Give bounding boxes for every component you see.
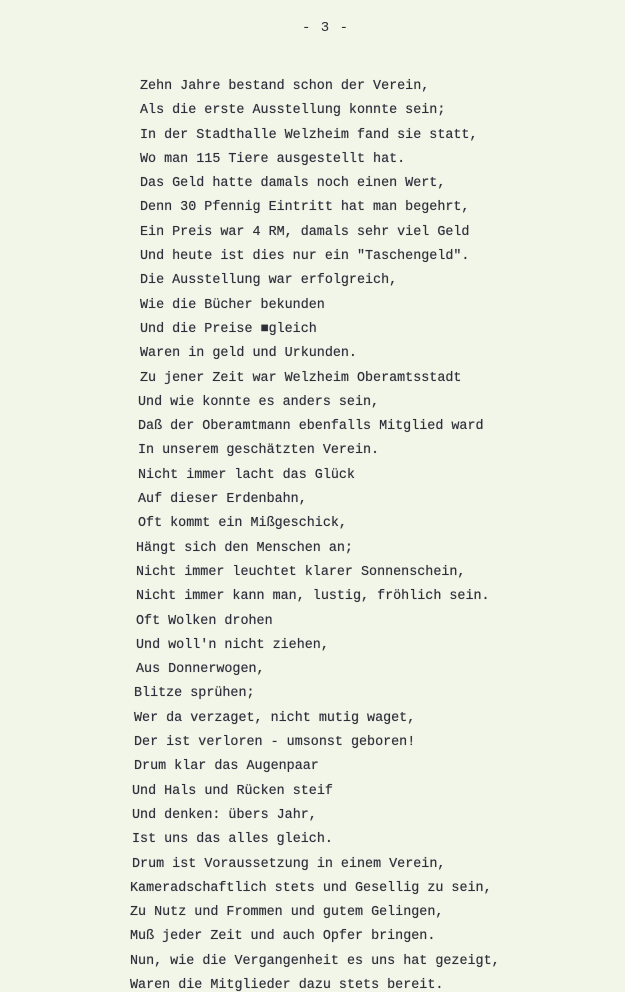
poem-line: Kameradschaftlich stets und Gesellig zu sein, — [130, 880, 492, 896]
poem-line: Muß jeder Zeit und auch Opfer bringen. — [130, 929, 436, 945]
poem-line: Und denken: übers Jahr, — [132, 807, 317, 823]
poem-line: Und wie konnte es anders sein, — [138, 394, 380, 410]
poem-line: Blitze sprühen; — [134, 686, 255, 702]
poem-line: Nicht immer lacht das Glück — [138, 467, 355, 483]
poem-line: Zehn Jahre bestand schon der Verein, — [140, 79, 430, 94]
poem-line: Und Hals und Rücken steif — [132, 783, 333, 799]
poem-line: Die Ausstellung war erfolgreich, — [140, 273, 398, 289]
poem-line: Und woll'n nicht ziehen, — [136, 637, 329, 653]
poem-line: Und heute ist dies nur ein "Taschengeld". — [140, 249, 470, 265]
poem-line: Ist uns das alles gleich. — [132, 832, 333, 848]
poem-line: Wie die Bücher bekunden — [140, 297, 325, 313]
poem-line: Denn 30 Pfennig Eintritt hat man begehrt, — [140, 200, 470, 216]
poem-line: In unserem geschätzten Verein. — [138, 443, 380, 459]
poem-line: Als die erste Ausstellung konnte sein; — [140, 103, 446, 119]
poem-line: Aus Donnerwogen, — [136, 662, 265, 678]
poem-line: In der Stadthalle Welzheim fand sie statt, — [140, 127, 478, 143]
poem-line: Zu Nutz und Frommen und gutem Gelingen, — [130, 905, 444, 921]
poem-line: Oft Wolken drohen — [136, 613, 273, 629]
poem-line: Und die Preise ■gleich — [140, 321, 317, 337]
page-number: - 3 - — [302, 20, 350, 36]
poem-line: Wo man 115 Tiere ausgestellt hat. — [140, 151, 406, 167]
poem-line: Drum ist Voraussetzung in einem Verein, — [132, 856, 446, 872]
poem-line: Nun, wie die Vergangenheit es uns hat gezeigt, — [130, 953, 500, 969]
poem-line: Oft kommt ein Mißgeschick, — [138, 516, 347, 532]
poem-line: Ein Preis war 4 RM, damals sehr viel Geld — [140, 224, 470, 240]
poem-line: Auf dieser Erdenbahn, — [138, 492, 307, 508]
poem-line: Nicht immer leuchtet klarer Sonnenschein, — [136, 564, 466, 580]
poem-line: Zu jener Zeit war Welzheim Oberamtsstadt — [140, 370, 462, 386]
poem-line: Nicht immer kann man, lustig, fröhlich sein. — [136, 589, 490, 605]
poem-line: Waren in geld und Urkunden. — [140, 346, 357, 362]
poem-text — [130, 75, 610, 992]
poem-line: Waren die Mitglieder dazu stets bereit. — [130, 977, 444, 992]
poem-line: Der ist verloren - umsonst geboren! — [134, 735, 416, 751]
poem-line: Drum klar das Augenpaar — [134, 759, 319, 775]
poem-line: Wer da verzaget, nicht mutig waget, — [134, 710, 416, 726]
poem-line: Hängt sich den Menschen an; — [136, 540, 353, 556]
poem-line: Daß der Oberamtmann ebenfalls Mitglied ward — [138, 419, 484, 435]
poem-line: Das Geld hatte damals noch einen Wert, — [140, 176, 446, 192]
